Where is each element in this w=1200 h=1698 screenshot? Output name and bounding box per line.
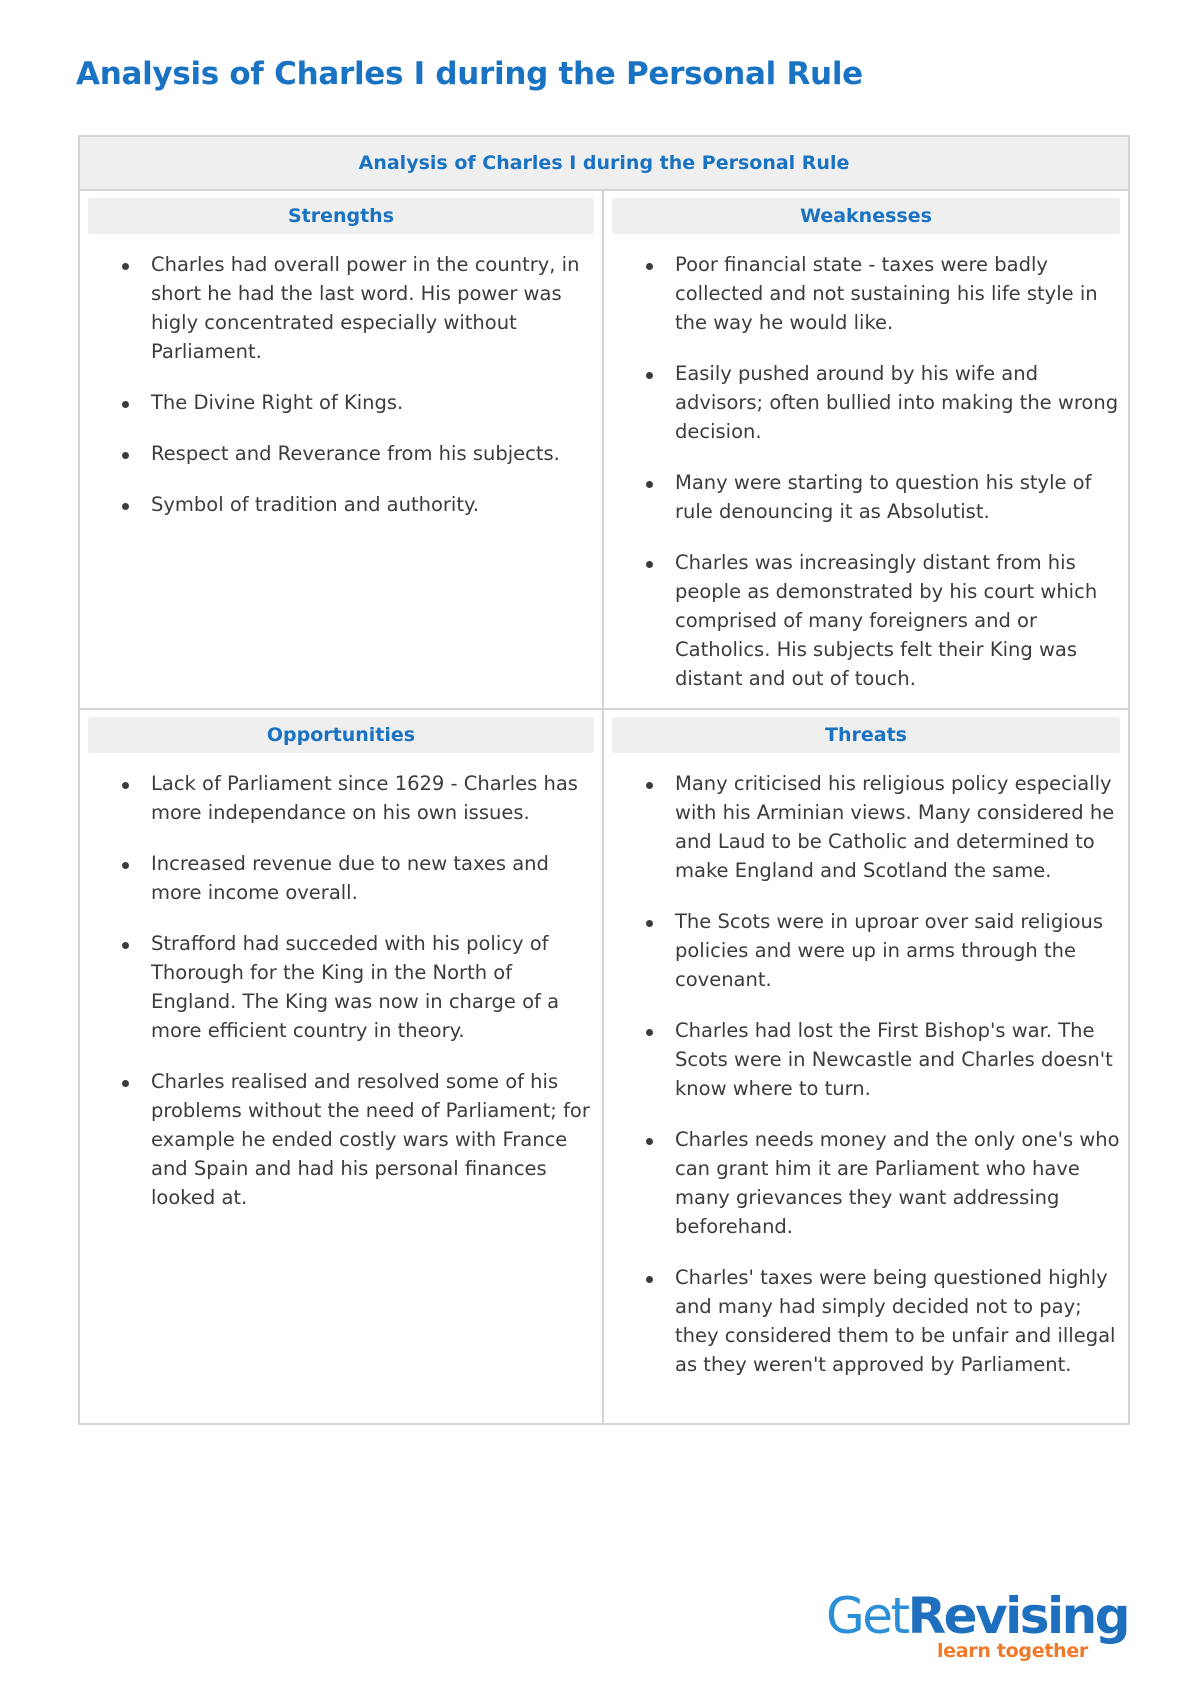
strengths-list — [88, 250, 594, 519]
list-item: The Divine Right of Kings. — [118, 388, 594, 417]
list-item: Many criticised his religious policy especially with his Arminian views. Many considered he and Laud to be Catholic and determined to make England and Scotland the same. — [642, 769, 1120, 885]
swot-table — [78, 135, 1130, 1425]
list-item: Charles needs money and the only one's who can grant him it are Parliament who have many grievances they want addressing beforehand. — [642, 1125, 1120, 1241]
list-item: Charles was increasingly distant from his people as demonstrated by his court which comprised of many foreigners and or Catholics. His subjects felt their King was distant and out of touch. — [642, 548, 1120, 693]
list-item: Many were starting to question his style of rule denouncing it as Absolutist. — [642, 468, 1120, 526]
getrevising-logo — [826, 1587, 1129, 1662]
logo-name-part2: Revising — [907, 1587, 1129, 1645]
opportunities-heading: Opportunities — [88, 717, 594, 753]
table-title: Analysis of Charles I during the Personal Rule — [80, 137, 1128, 191]
list-item: Respect and Reverance from his subjects. — [118, 439, 594, 468]
weaknesses-list — [612, 250, 1120, 693]
weaknesses-heading: Weaknesses — [612, 198, 1120, 234]
threats-heading: Threats — [612, 717, 1120, 753]
table-row-bottom — [80, 710, 1128, 1423]
list-item: Strafford had succeded with his policy of Thorough for the King in the North of England. The King was now in charge of a more efficient country in theory. — [118, 929, 594, 1045]
list-item: Symbol of tradition and authority. — [118, 490, 594, 519]
list-item: The Scots were in uproar over said religious policies and were up in arms through the covenant. — [642, 907, 1120, 994]
strengths-heading: Strengths — [88, 198, 594, 234]
list-item: Poor financial state - taxes were badly collected and not sustaining his life style in the way he would like. — [642, 250, 1120, 337]
weaknesses-cell — [604, 191, 1128, 708]
opportunities-list — [88, 769, 594, 1212]
table-row-top — [80, 191, 1128, 710]
logo-name-part1: Get — [826, 1587, 908, 1645]
list-item: Charles had overall power in the country, in short he had the last word. His power was higly concentrated especially without Parliament. — [118, 250, 594, 366]
document-title: Analysis of Charles I during the Personal Rule — [76, 56, 863, 92]
list-item: Charles' taxes were being questioned highly and many had simply decided not to pay; they considered them to be unfair and illegal as they weren't approved by Parliament. — [642, 1263, 1120, 1379]
threats-list — [612, 769, 1120, 1379]
logo-wordmark — [826, 1587, 1129, 1645]
logo-tagline: learn together — [936, 1640, 1088, 1662]
strengths-cell — [80, 191, 604, 708]
opportunities-cell — [80, 710, 604, 1423]
list-item: Lack of Parliament since 1629 - Charles has more independance on his own issues. — [118, 769, 594, 827]
list-item: Increased revenue due to new taxes and more income overall. — [118, 849, 594, 907]
list-item: Easily pushed around by his wife and advisors; often bullied into making the wrong decision. — [642, 359, 1120, 446]
list-item: Charles realised and resolved some of his problems without the need of Parliament; for example he ended costly wars with France and Spain and had his personal finances looked at. — [118, 1067, 594, 1212]
list-item: Charles had lost the First Bishop's war. The Scots were in Newcastle and Charles doesn't know where to turn. — [642, 1016, 1120, 1103]
threats-cell — [604, 710, 1128, 1423]
